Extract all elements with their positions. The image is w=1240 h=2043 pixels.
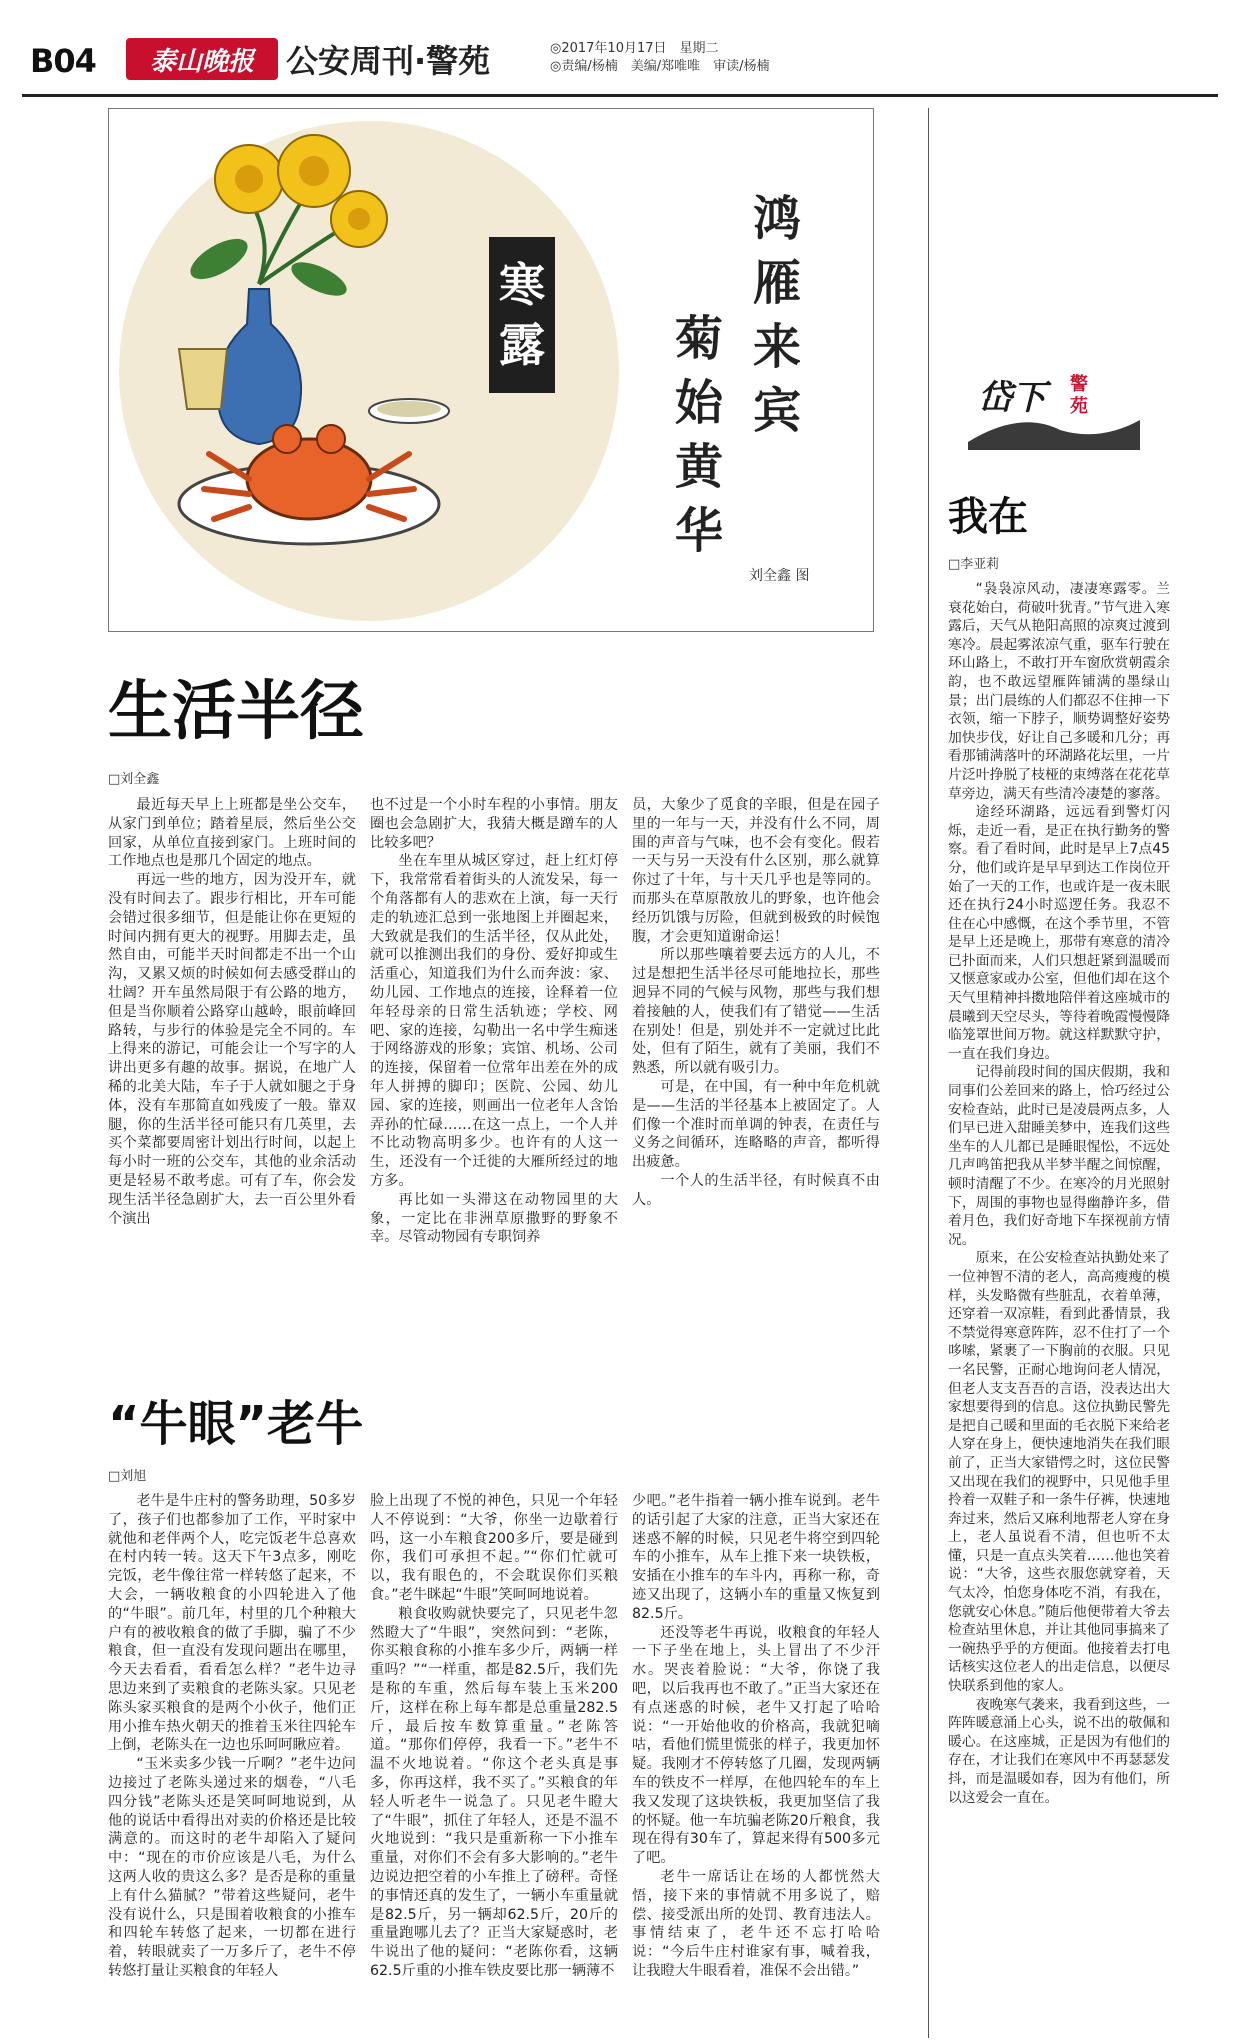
crab-body	[247, 439, 371, 519]
paragraph: 少吧。”老牛指着一辆小推车说到。老牛的话引起了大家的注意，正当大家还在迷惑不解的时候，只见老牛将空到四轮车的小推车，从车上推下来一块铁板，安插在小推车的车斗内，再称一称，奇迹又出现了，这辆小车的重量又恢复到82.5斤。	[632, 1493, 880, 1622]
masthead	[22, 30, 1218, 88]
paragraph: 脸上出现了不悦的神色，只见一个年轻人不停说到：“大爷，你坐一边歇着行吗，这一小车粮食200多斤，要是碰到你，我们可承担不起。”“你们忙就可以，我有眼色的，不会耽误你们买粮食。”老牛眯起“牛眼”笑呵呵地说着。	[370, 1493, 618, 1603]
poem-char: 鸿	[752, 191, 801, 247]
paragraph: 坐在车里从城区穿过，赶上红灯停下，我常常看着街头的人流发呆，每一个角落都有人的悲欢在上演，每一天行走的轨迹汇总到一张地图上并圈起来，大致就是我们的生活半径，仅从此处，就可以推测出我们的身份、爱好抑或生活重心，知道我们为什么而奔波：家、幼儿园、工作地点的连接，诠释着一位年轻母亲的日常生活轨迹；学校、网吧、家的连接，勾勒出一名中学生痴迷于网络游戏的形象；宾馆、机场、公司的连接，保留着一位常年出差在外的成年人拼搏的脚印；医院、公园、幼儿园、家的连接，则画出一位老年人含饴弄孙的忙碌……在这一点上，一个人并不比动物高明多少。也许有的人这一生，还没有一个迁徙的大雁所经过的地方多。	[370, 853, 618, 1189]
article-1-col-3	[632, 796, 880, 1210]
section-title: 公安周刊·警苑	[286, 42, 491, 80]
illustration	[108, 108, 874, 632]
column-tag-sub-char: 警	[1070, 374, 1088, 395]
article-3-col	[948, 580, 1170, 1807]
paragraph: 一个人的生活半径，有时候真不由人。	[632, 1172, 880, 1208]
article-3-title: 我在	[948, 494, 1028, 540]
paragraph: 夜晚寒气袭来，我看到这些，一阵阵暖意涌上心头，说不出的敬佩和暖心。在这座城，正是因为有他们的存在，才让我们在寒风中不再瑟瑟发抖，而是温暖如春，因为有他们，所以这爱会一直在。	[948, 1696, 1170, 1806]
paragraph: 老牛是牛庄村的警务助理，50多岁了，孩子们也都参加了工作，平时家中就他和老伴两个人，吃完饭老牛总喜欢在村内转一转。这天下午3点多，刚吃完饭，老牛像往常一样转悠了起来，不大会，一辆收粮食的小四轮进入了他的“牛眼”。前几年，村里的几个种粮大户有的被收粮食的做了手脚，骗了不少粮食，但一直没有发现问题出在哪里，今天去看看，看看怎么样？”老牛边寻思边来到了卖粮食的老陈头家。只见老陈头家买粮食的是两个小伙子，他们正用小推车热火朝天的推着玉米往四轮车上倒，老陈头在一边也乐呵呵瞅应着。	[108, 1493, 356, 1754]
crab-claw	[273, 425, 301, 453]
article-2-col-2	[370, 1492, 618, 1981]
paragraph: 原来，在公安检查站执勤处来了一位神智不清的老人，高高瘦瘦的模样，头发略微有些脏乱，衣着单薄，还穿着一双凉鞋，看到此番情景，我不禁觉得寒意阵阵，忍不住打了一个哆嗦，紧裹了一下胸前的衣服。只见一名民警，正耐心地询问老人情况，但老人支支吾吾的言语，没表达出大家想要得到的信息。这位执勤民警先是把自己暖和里面的毛衣脱下来给老人穿在身上，便快速地消失在我们眼前了，正当大家错愕之时，这位民警又出现在我们的视野中，只见他手里拎着一双鞋子和一条牛仔裤，快速地奔过来，然后又麻利地帮老人穿在身上，老人虽说看不清，但也听不太懂，只是一直点头笑着……他也笑着说：“大爷，这些衣服您就穿着，天气太冷，怕您身体吃不消，有我在，您就安心休息。”随后他便带着大爷去检查站里休息，并让其他同事搞来了一碗热乎乎的方便面。他接着去打电话核实这位老人的出走信息，以便尽快联系到他的家人。	[948, 1250, 1170, 1695]
article-2-col-1	[108, 1492, 356, 1981]
title-seal	[489, 237, 555, 393]
bowl-soup	[377, 401, 441, 417]
crab-claw	[317, 425, 345, 453]
paragraph: 所以那些嚷着要去远方的人儿，不过是想把生活半径尽可能地拉长，那些迥异不同的气候与风物，那些与我们想着接触的人，使我们有了错觉——生活在别处！但是，别处并不一定就过比此处，但有了陌生，就有了美丽，我们不熟悉，所以就有吸引力。	[632, 947, 880, 1077]
paragraph: 再比如一头滞这在动物园里的大象，一定比在非洲草原撒野的野象不幸。尽管动物园有专职饲养	[370, 1191, 618, 1246]
article-1-col-2	[370, 796, 618, 1247]
paragraph: 也不过是一个小时车程的小事情。朋友圈也会急剧扩大，我猜大概是蹭车的人比较多吧？	[370, 797, 618, 851]
illustration-credit: 刘全鑫 图	[749, 568, 810, 584]
cup	[179, 349, 227, 409]
seal-char: 露	[499, 318, 545, 372]
column-tag-title: 岱下	[978, 378, 1046, 418]
column-tag	[960, 350, 1145, 450]
chrysanthemum-flower	[215, 145, 283, 213]
column-tag-sub	[1070, 374, 1088, 418]
paragraph: 记得前段时间的国庆假期，我和同事们公差回来的路上，恰巧经过公安检查站，此时已是凌晨两点多，人们早已进入甜睡美梦中，连我们这些坐车的人儿都已是睡眼惺忪，不远处几声鸣笛把我从半梦半醒之间惊醒，顿时清醒了不少。在寒冷的月光照射下，周围的事物也显得幽静许多，借着月色，我们好奇地下车探视前方情况。	[948, 1064, 1170, 1248]
article-2-byline: □刘旭	[108, 1469, 147, 1484]
chrysanthemum-flower	[331, 191, 387, 247]
paragraph: “袅袅凉风动，凄凄寒露零。兰衰花始白，荷破叶犹青。”节气进入寒露后，天气从艳阳高照的凉爽过渡到寒冷。晨起雾浓凉气重，驱车行驶在环山路上，不敢打开车窗欣赏朝霞余韵，也不敢远望雁阵铺满的墨绿山景；出门晨练的人们都忍不住抻一下衣领，缩一下脖子，顺势调整好姿势加快步伐，好让自己多暖和几分；再看那铺满落叶的环湖路花坛里，一片片泛叶挣脱了枝桠的束缚落在花花草草旁边，满天有些清冷凄楚的寥落。	[948, 581, 1170, 802]
poem-char: 宾	[752, 383, 801, 439]
poem-char: 始	[674, 375, 723, 431]
paragraph: “玉米卖多少钱一斤啊？”老牛边问边接过了老陈头递过来的烟卷，“八毛四分钱”老陈头还是笑呵呵地说到，从他的说话中看得出对卖的价格还是比较满意的。而这时的老牛却陷入了疑问中：“现在的市价应该是八毛，为什么这两人收的贵这么多？是否是称的重量上有什么猫腻？”带着这些疑问，老牛没有说什么，只是围着收粮食的小推车和四轮车转悠了起来，一切都在进行着，转眼就卖了一万多斤了，老牛不停转悠打量让买粮食的年轻人	[108, 1756, 356, 1979]
article-1-byline: □刘全鑫	[108, 772, 160, 787]
article-1-col-1	[108, 796, 356, 1228]
article-2-title: “牛眼”老牛	[108, 1396, 364, 1452]
column-tag-sub-char: 苑	[1070, 396, 1088, 417]
article-1-title: 生活半径	[108, 675, 364, 749]
paragraph: 粮食收购就快要完了，只见老牛忽然瞪大了“牛眼”，突然问到：“老陈，你买粮食称的小推车多少斤，两辆一样重吗？”“一样重，都是82.5斤，我们先是称的车重，然后每车装上玉米200斤，这样在称上每车都是总重量282.5斤，最后按车数算重量。”老陈答道。“那你们停停，我看一下。”老牛不温不火地说着。“你这个老头真是事多，你再这样，我不买了。”买粮食的年轻人听老牛一说急了。只见老牛瞪大了“牛眼”，抓住了年轻人，还是不温不火地说到：“我只是重新称一下小推车重量，对你们不会有多大影响的。”老牛边说边把空着的小车推上了磅秤。奇怪的事情还真的发生了，一辆小车重量就是82.5斤，另一辆却62.5斤，20斤的重量跑哪儿去了？正当大家疑惑时，老牛说出了他的疑问：“老陈你看，这辆62.5斤重的小推车铁皮要比那一辆薄不	[370, 1605, 618, 1979]
chrysanthemum-flower	[278, 135, 350, 207]
header-rule	[22, 94, 1218, 97]
poem-column-1	[747, 187, 807, 443]
article-2-col-3	[632, 1492, 880, 1981]
poem-char: 来	[752, 319, 801, 375]
seal-char: 寒	[499, 258, 545, 312]
paragraph: 员，大象少了觅食的辛眼，但是在园子里的一年与一天，并没有什么不同，周围的声音与气味，也不会有变化。假若一天与另一天没有什么区别，那么就算你过了十年，与十天几乎也是等同的。而那头在草原散放儿的野象，也许他会经历饥饿与厉险，但就到极致的时候饱腹，才会更知道谢命运！	[632, 797, 880, 945]
mountain-shape	[968, 420, 1140, 450]
masthead-meta	[550, 40, 769, 76]
article-3-byline: □李亚莉	[948, 557, 1000, 572]
date-line: ◎2017年10月17日 星期二	[550, 41, 719, 56]
editors-line: ◎责编/杨楠 美编/郑唯唯 审读/杨楠	[550, 59, 770, 74]
page-number: B04	[30, 42, 96, 80]
paragraph: 最近每天早上上班都是坐公交车，从家门到单位；踏着星辰，然后坐公交回家，从单位直接到家门。上班时间的工作地点也是那几个固定的地点。	[108, 797, 356, 870]
poem-char: 雁	[752, 255, 801, 311]
paragraph: 途经环湖路，远远看到警灯闪烁，走近一看，是正在执行勤务的警察。看了看时间，此时是早上7点45分，他们或许是早早到达工作岗位开始了一天的工作，也或许是一夜未眠还在执行24小时巡逻任务。我忍不住在心中感慨，在这个季节里，不管是早上还是晚上，那带有寒意的清冷已扑面而来，人们只想赶紧到温暖而又惬意家或办公室，但他们却在这个天气里精神抖擞地陪伴着这座城市的晨曦到天空尽头，等待着晚霞慢慢降临笼罩世间万物。就这样默默守护，一直在我们身边。	[948, 804, 1170, 1062]
poem-column-2	[669, 307, 729, 563]
poem-char: 黄	[674, 439, 723, 495]
column-divider	[928, 108, 929, 2038]
poem-char: 菊	[674, 311, 723, 367]
poem-char: 华	[674, 503, 723, 559]
paragraph: 老牛一席话让在场的人都恍然大悟，接下来的事情就不用多说了，赔偿、接受派出所的处罚、教育违法人。事情结束了，老牛还不忘打哈哈说：“今后牛庄村谁家有事，喊着我，让我瞪大牛眼看着，准保不会出错。”	[632, 1868, 880, 1979]
paragraph: 可是，在中国，有一种中年危机就是——生活的半径基本上被固定了。人们像一个准时而单调的钟表，在责任与义务之间循环，连略略的声音，都听得出疲惫。	[632, 1078, 880, 1171]
brand-logo: 泰山晚报	[126, 38, 278, 80]
paragraph: 还没等老牛再说，收粮食的年轻人一下子坐在地上，头上冒出了不少汗水。哭丧着脸说：“大爷，你饶了我吧，以后我再也不敢了。”正当大家还在有点迷惑的时候，老牛又打起了哈哈说：“一开始他收的价格高，我就犯嘀咕，看他们慌里慌张的样子，我更加怀疑。我刚才不停转悠了几圈，发现两辆车的铁皮不一样厚，在他四轮车的车上我又发现了这块铁板，我更加坚信了我的怀疑。他一车坑骗老陈20斤粮食，我现在得有30车了，算起来得有500多元了吧。	[632, 1624, 880, 1867]
paragraph: 再远一些的地方，因为没开车，就没有时间去了。跟步行相比，开车可能会错过很多细节，但是能让你在更短的时间内拥有更大的视野。用脚去走，虽然自由，可能半天时间都走不出一个山沟，又累又烦的时候如何去感受群山的壮阔？开车虽然局限于有公路的地方，但是当你顺着公路穿山越岭，眼前峰回路转，与步行的体验是完全不同的。车上得来的游记，可能会让一个写字的人讲出更多有趣的故事。据说，在地广人稀的北美大陆，车子于人就如腿之于身体，没有车那简直如残废了一般。靠双腿，你的生活半径可能只有几英里，去买个菜都要周密计划出行时间，以起上每小时一班的公交车，其他的业余活动更是轻易不敢考虑。可有了车，你会发现生活半径急剧扩大，去一百公里外看个演出	[108, 872, 356, 1227]
